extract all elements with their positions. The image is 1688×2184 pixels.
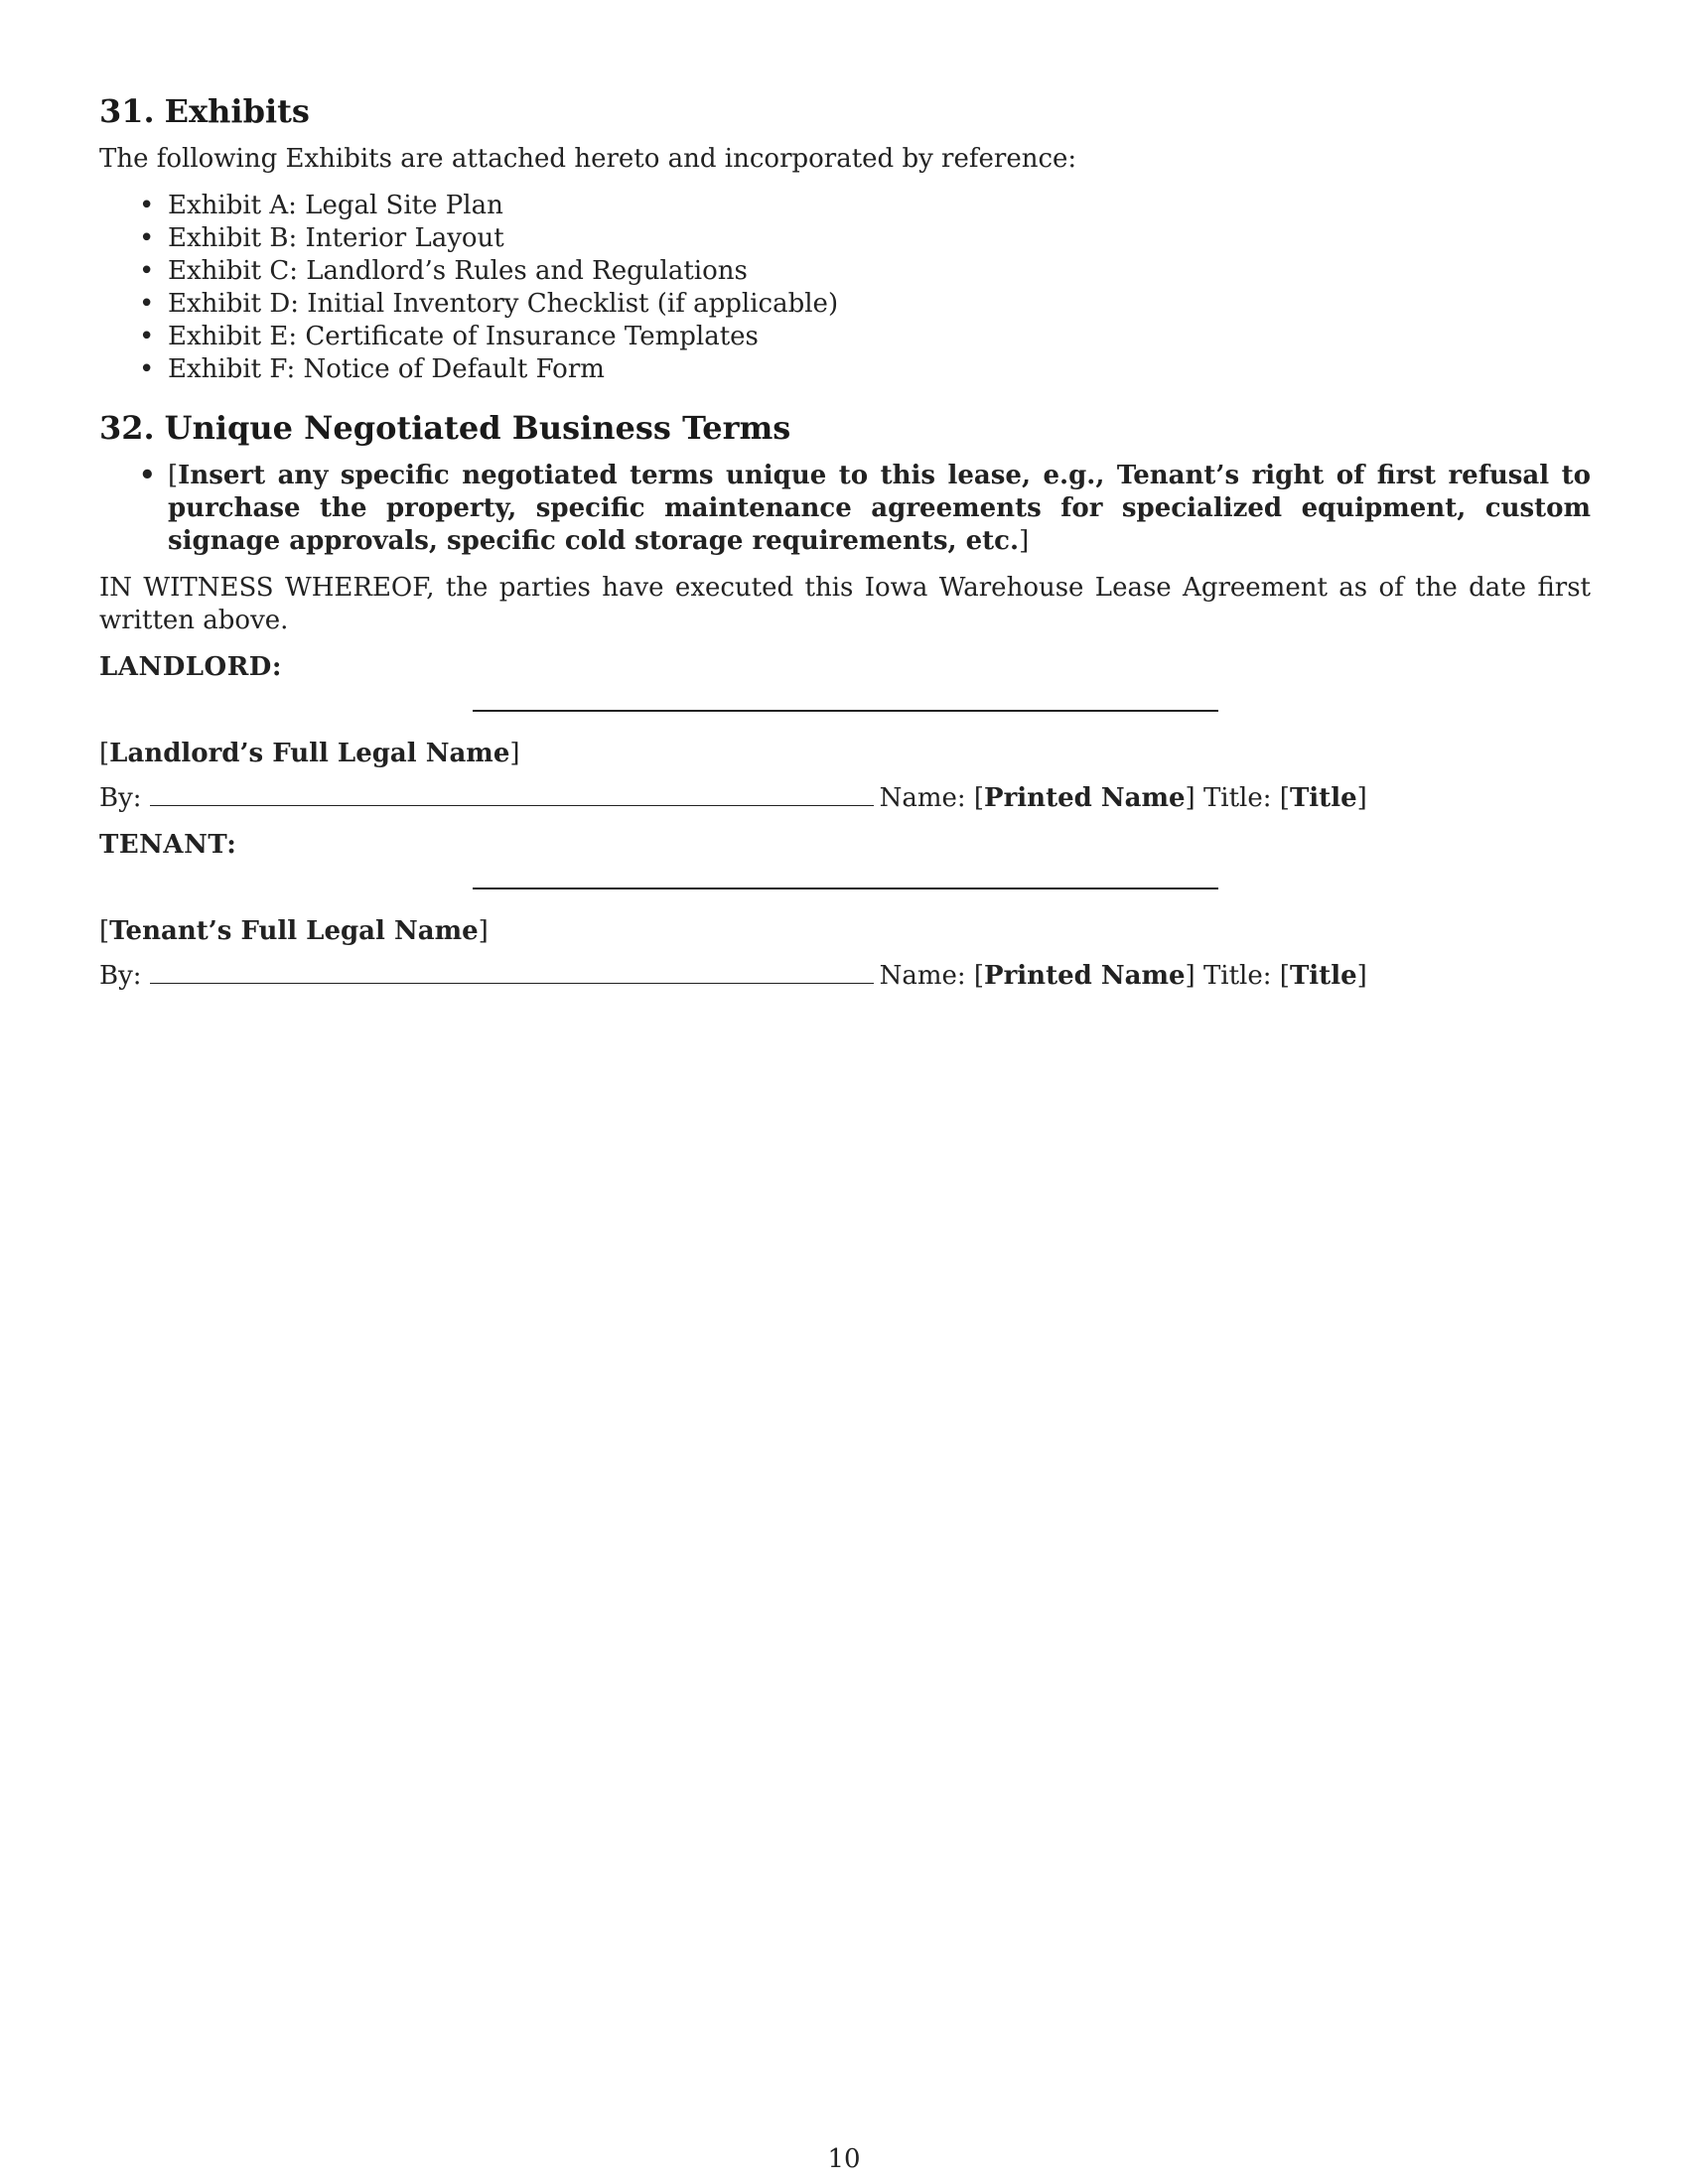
tenant-title-label: Title: — [1202, 961, 1272, 991]
tenant-legal-name-text: Tenant’s Full Legal Name — [109, 916, 479, 946]
tenant-label: TENANT: — [99, 830, 237, 860]
tenant-legal-name: [Tenant’s Full Legal Name] — [99, 916, 489, 946]
tenant-title-value: Title — [1289, 961, 1357, 991]
landlord-by-label: By: — [99, 783, 142, 813]
exhibit-item-f: • Exhibit F: Notice of Default Form — [99, 353, 1591, 386]
document-page — [99, 91, 1591, 993]
section-31-number: 31. — [99, 92, 155, 130]
section-31-heading — [99, 91, 1591, 131]
negotiated-terms-text: Insert any specific negotiated terms unique to this lease, e.g., Tenant’s right of first refusal to purchase the property, specific maintenance agreements for specialized equipment, custom signage approvals, specific cold storage requirements, etc. — [168, 461, 1591, 556]
page-number: 10 — [827, 2144, 861, 2174]
landlord-legal-name-text: Landlord’s Full Legal Name — [109, 739, 510, 768]
landlord-by-signature-blank[interactable] — [150, 783, 874, 806]
section-32-number: 32. — [99, 409, 155, 447]
landlord-by-row: By: Name: [Printed Name] Title: [Title] — [99, 783, 1367, 813]
tenant-by-label: By: — [99, 961, 142, 991]
tenant-by-signature-blank[interactable] — [150, 961, 874, 984]
landlord-legal-name: [Landlord’s Full Legal Name] — [99, 739, 520, 768]
exhibit-item-b: • Exhibit B: Interior Layout — [99, 222, 1591, 255]
section-32-title: Unique Negotiated Business Terms — [164, 409, 791, 447]
section-32-heading — [99, 408, 1591, 448]
exhibit-item-a: • Exhibit A: Legal Site Plan — [99, 190, 1591, 222]
landlord-title-value: Title — [1289, 783, 1357, 813]
landlord-name-label: Name: — [879, 783, 966, 813]
landlord-label: LANDLORD: — [99, 652, 282, 682]
tenant-name-label: Name: — [879, 961, 966, 991]
exhibit-item-c: • Exhibit C: Landlord’s Rules and Regulations — [99, 255, 1591, 288]
section-31-title: Exhibits — [164, 92, 310, 130]
tenant-by-row: By: Name: [Printed Name] Title: [Title] — [99, 961, 1367, 991]
tenant-printed-name: Printed Name — [984, 961, 1186, 991]
exhibit-item-e: • Exhibit E: Certificate of Insurance Templates — [99, 321, 1591, 353]
negotiated-terms-list — [99, 460, 1591, 558]
exhibits-list — [99, 190, 1591, 386]
landlord-signature-line[interactable] — [473, 710, 1218, 712]
tenant-signature-line[interactable] — [473, 887, 1218, 889]
negotiated-terms-placeholder: • [Insert any specific negotiated terms unique to this lease, e.g., Tenant’s right of first refusal to purchase the property, specific maintenance agreements for specialized equipment, custom signage approvals, specific cold storage requirements, etc.] — [99, 460, 1591, 558]
landlord-title-label: Title: — [1202, 783, 1272, 813]
landlord-printed-name: Printed Name — [984, 783, 1186, 813]
exhibit-item-d: • Exhibit D: Initial Inventory Checklist (if applicable) — [99, 288, 1591, 321]
witness-clause: IN WITNESS WHEREOF, the parties have executed this Iowa Warehouse Lease Agreement as of the date first written above. — [99, 573, 1591, 635]
exhibits-intro: The following Exhibits are attached hereto and incorporated by reference: — [99, 144, 1077, 174]
